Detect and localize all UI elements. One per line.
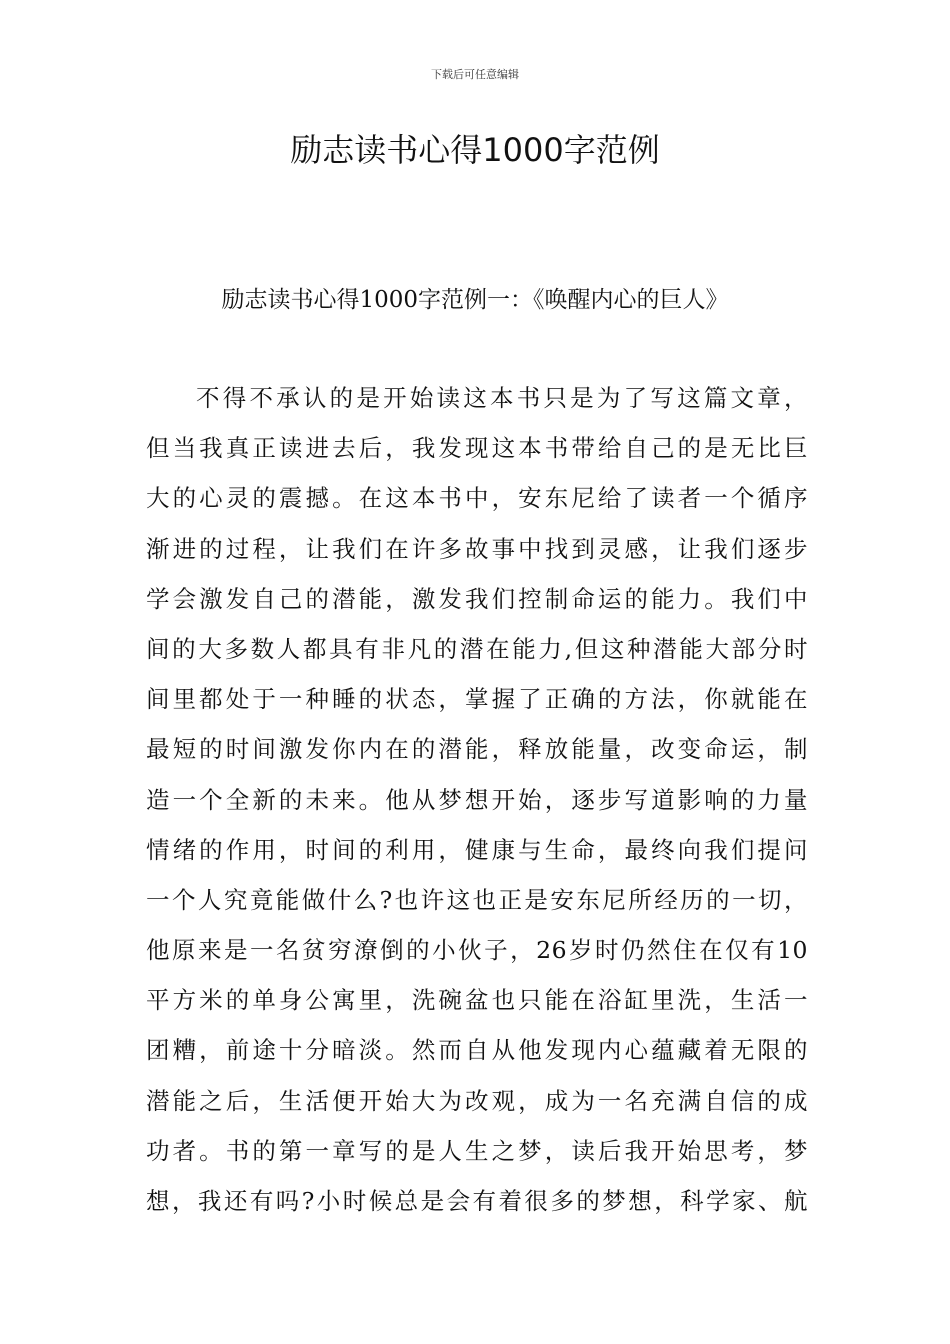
body-line: 最短的时间激发你内在的潜能，释放能量，改变命运，制: [146, 735, 808, 764]
body-paragraph: [146, 373, 808, 1226]
document-title: 励志读书心得1000字范例: [290, 131, 660, 169]
body-line: 渐进的过程，让我们在许多故事中找到灵感，让我们逐步: [146, 534, 808, 563]
body-line: 不得不承认的是开始读这本书只是为了写这篇文章，: [196, 384, 808, 412]
body-line: 想，我还有吗?小时候总是会有着很多的梦想，科学家、航: [146, 1187, 808, 1215]
body-line: 一个人究竟能做什么?也许这也正是安东尼所经历的一切，: [146, 885, 808, 914]
body-line: 他原来是一名贫穷潦倒的小伙子，26岁时仍然住在仅有10: [146, 936, 808, 965]
body-line: 大的心灵的震撼。在这本书中，安东尼给了读者一个循序: [146, 484, 808, 513]
body-line: 功者。书的第一章写的是人生之梦，读后我开始思考，梦: [146, 1136, 808, 1165]
body-line: 平方米的单身公寓里，洗碗盆也只能在浴缸里洗，生活一: [146, 986, 808, 1015]
body-line: 团糟，前途十分暗淡。然而自从他发现内心蕴藏着无限的: [146, 1036, 808, 1065]
header-note: 下载后可任意编辑: [431, 68, 519, 81]
body-line: 间里都处于一种睡的状态，掌握了正确的方法，你就能在: [146, 685, 808, 714]
body-line: 潜能之后，生活便开始大为改观，成为一名充满自信的成: [146, 1086, 808, 1115]
body-line: 间的大多数人都具有非凡的潜在能力,但这种潜能大部分时: [146, 634, 808, 663]
section-heading: 励志读书心得1000字范例一：《唤醒内心的巨人》: [221, 287, 729, 313]
body-line: 造一个全新的未来。他从梦想开始，逐步写道影响的力量: [146, 785, 808, 814]
body-line: 学会激发自己的潜能，激发我们控制命运的能力。我们中: [146, 584, 808, 613]
body-line: 但当我真正读进去后，我发现这本书带给自己的是无比巨: [146, 434, 808, 463]
body-line: 情绪的作用，时间的利用，健康与生命，最终向我们提问: [146, 835, 808, 864]
